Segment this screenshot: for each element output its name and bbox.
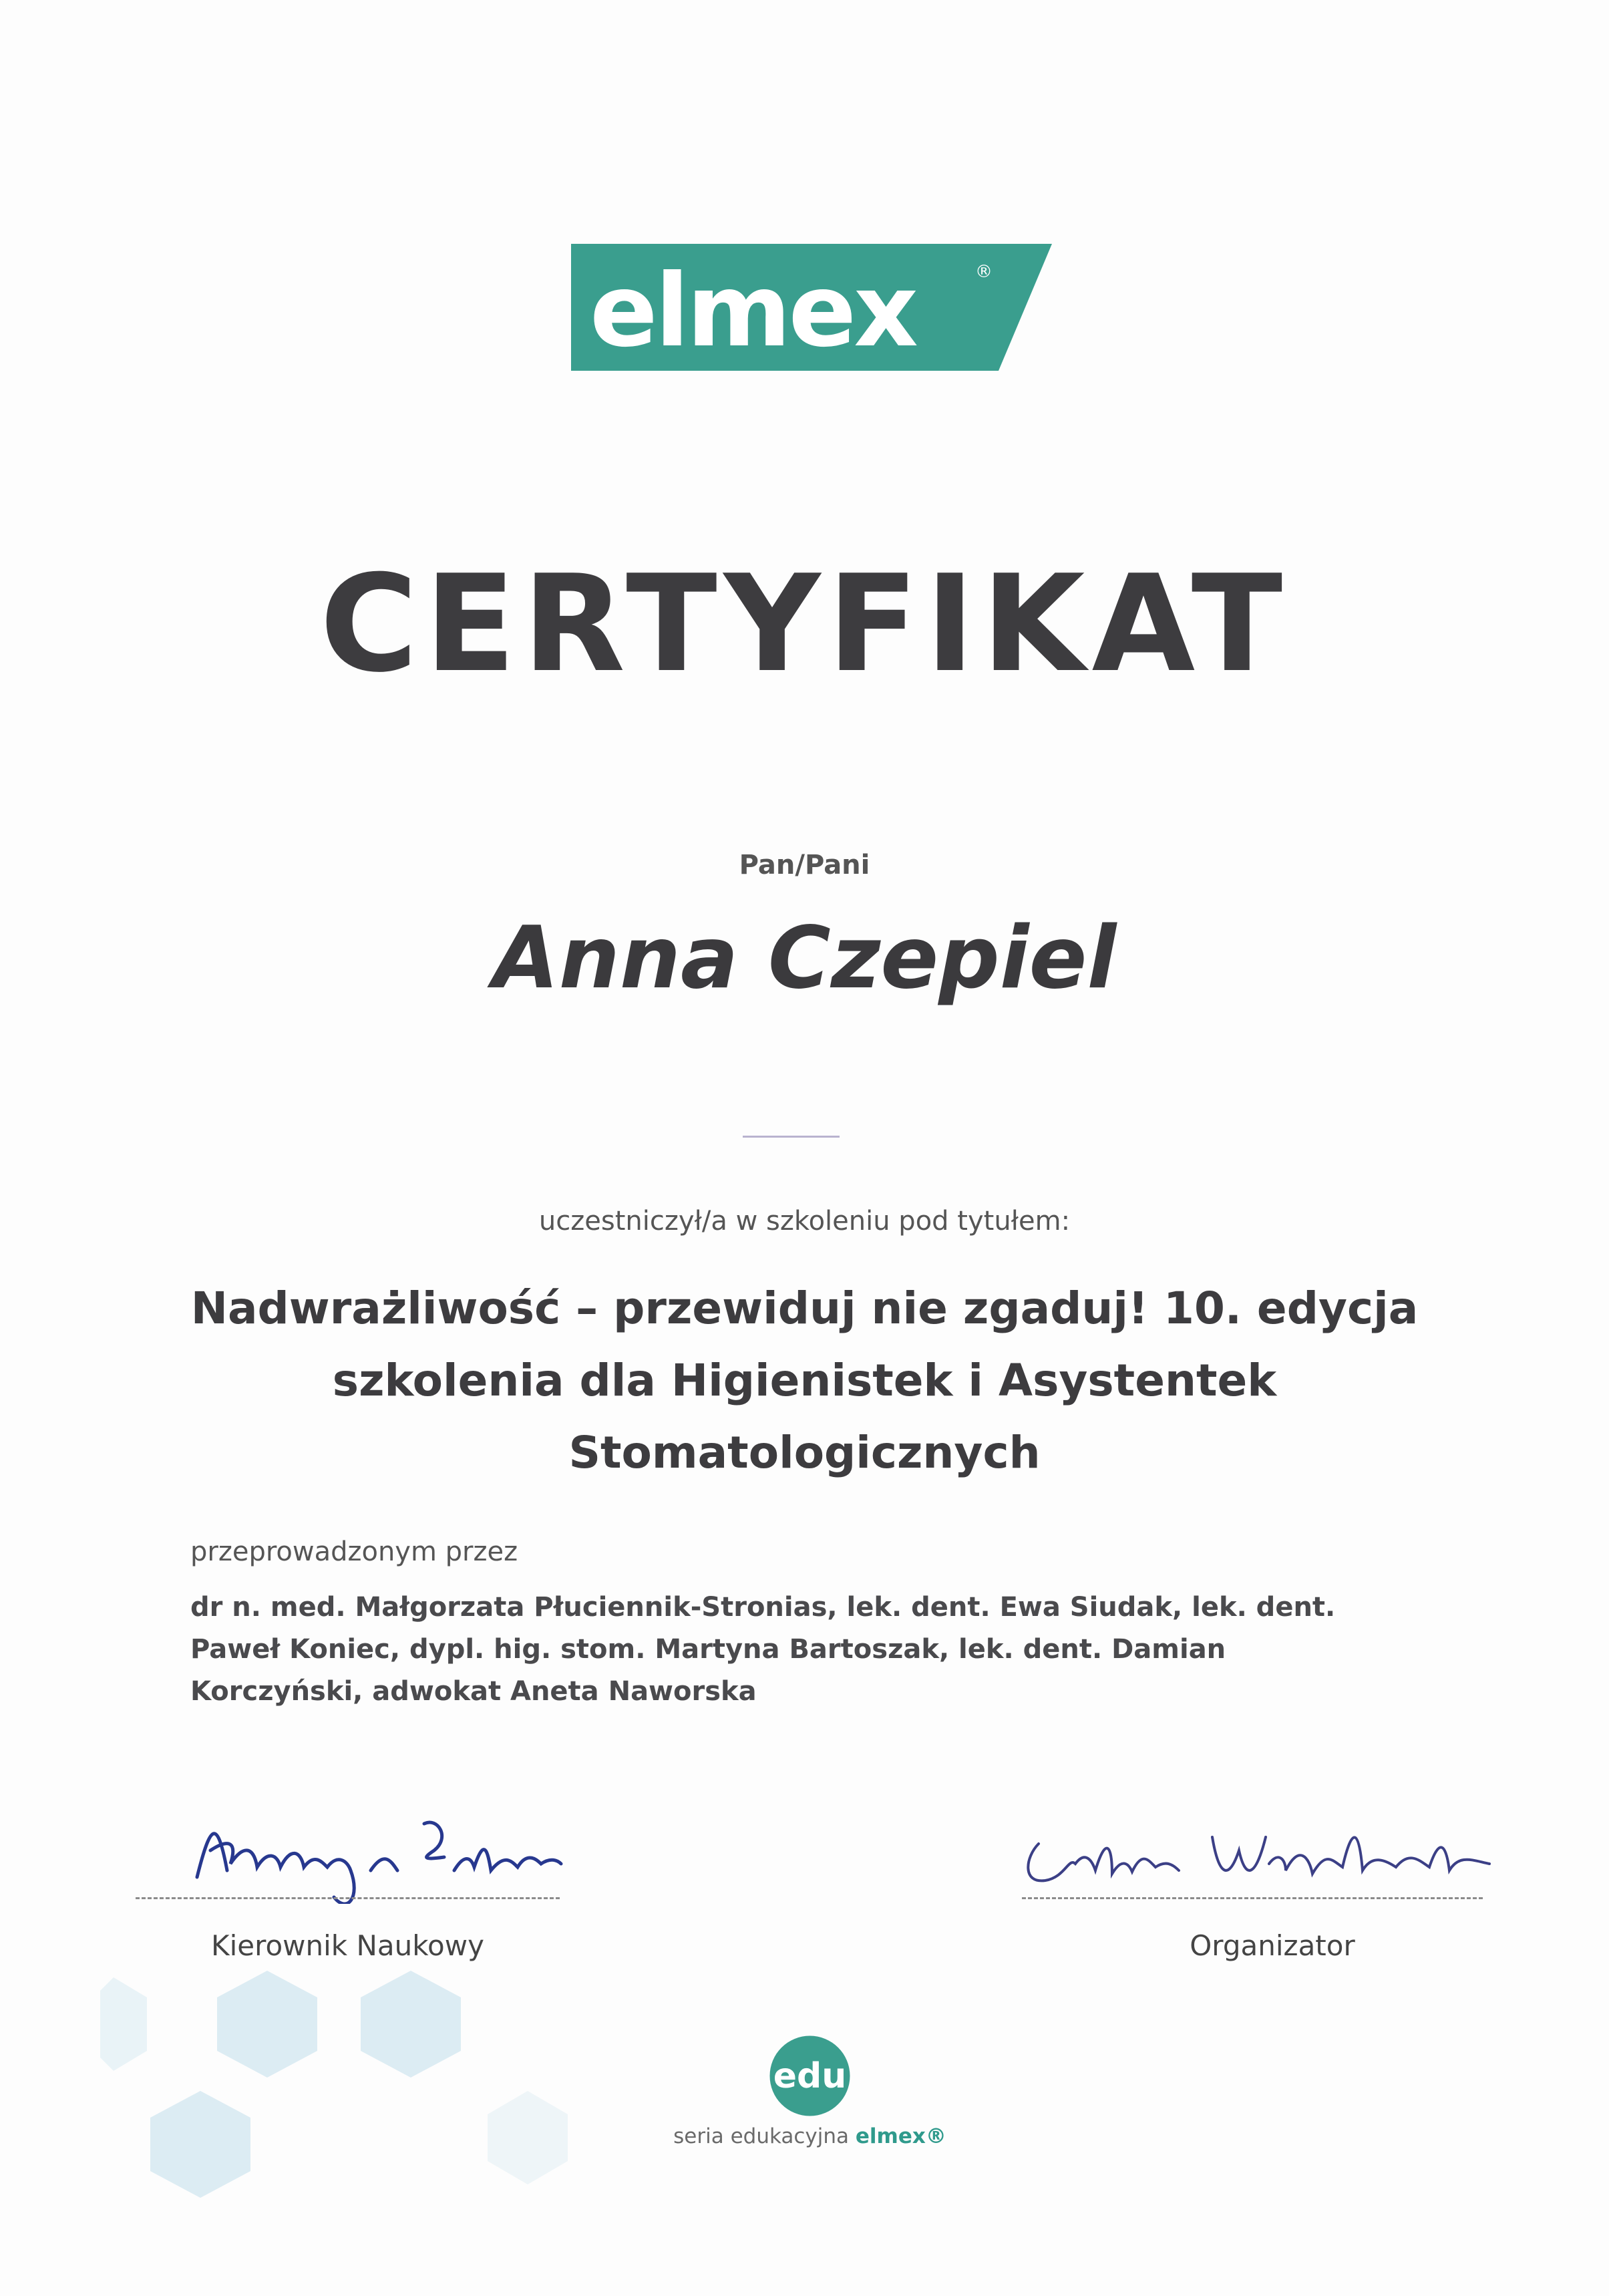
signature-line-left <box>136 1897 560 1899</box>
recipient-name: Anna Czepiel <box>492 909 1117 1008</box>
divider-line <box>743 1136 840 1138</box>
series-prefix: seria edukacyjna <box>673 2124 856 2148</box>
signature-left <box>190 1797 564 1904</box>
signature-right <box>1012 1797 1493 1897</box>
series-caption <box>601 2124 1019 2148</box>
signature-caption-right: Organizator <box>1190 1929 1355 1962</box>
elmex-logo <box>571 244 1052 371</box>
lecturers-line: Korczyński, adwokat Aneta Naworska <box>190 1676 757 1707</box>
logo-registered: ® <box>975 262 993 282</box>
signature-caption-left: Kierownik Naukowy <box>211 1929 484 1962</box>
lecturers-line: dr n. med. Małgorzata Płuciennik-Stronias, lek. dent. Ewa Siudak, lek. dent. <box>190 1592 1336 1623</box>
participation-statement: uczestniczył/a w szkoleniu pod tytułem: <box>538 1206 1071 1237</box>
logo-wordmark: elmex <box>590 253 916 369</box>
lecturers-list <box>190 1587 1353 1713</box>
lecturers-line: Paweł Koniec, dypl. hig. stom. Martyna Bartoszak, lek. dent. Damian <box>190 1634 1226 1665</box>
signature-line-right <box>1022 1897 1483 1899</box>
certificate-title: CERTYFIKAT <box>319 546 1290 702</box>
course-title-line: Stomatologicznych <box>568 1427 1041 1478</box>
series-brand: elmex® <box>855 2124 946 2148</box>
edu-badge-icon <box>768 2034 852 2118</box>
course-title-line: Nadwrażliwość – przewiduj nie zgaduj! 10. edycja <box>190 1283 1419 1334</box>
salutation: Pan/Pani <box>739 850 870 880</box>
edu-badge-text: edu <box>773 2056 847 2096</box>
conducted-by-label: przeprowadzonym przez <box>190 1536 518 1567</box>
course-title-line: szkolenia dla Higienistek i Asystentek <box>332 1355 1277 1406</box>
course-title <box>134 1273 1475 1489</box>
